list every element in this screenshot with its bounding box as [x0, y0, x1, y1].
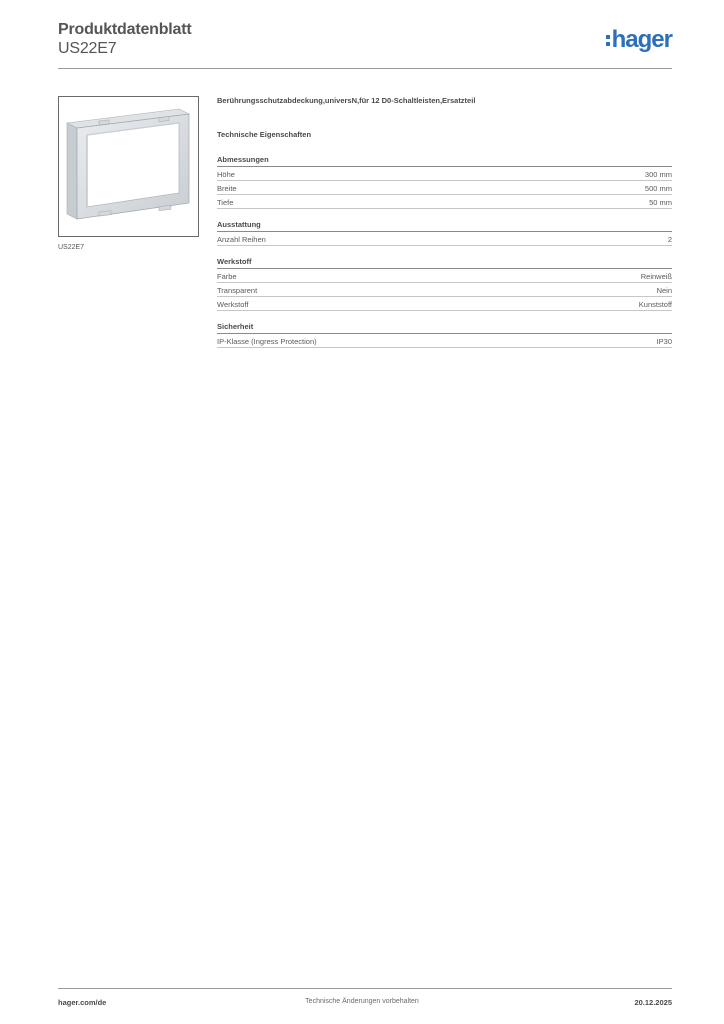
hager-logo [606, 26, 672, 54]
section-abmessungen [217, 155, 672, 209]
property-value: 50 mm [649, 198, 672, 207]
product-code: US22E7 [58, 40, 117, 57]
property-value: 500 mm [644, 184, 672, 193]
property-row [217, 232, 672, 246]
property-row [217, 283, 672, 297]
page-title: Produktdatenblatt [58, 21, 192, 38]
section-werkstoff [217, 257, 672, 311]
footer-website-link[interactable]: hager.com/de [58, 998, 107, 1007]
product-image [58, 96, 199, 237]
property-value: 300 mm [644, 170, 672, 179]
logo-dots-icon [606, 35, 610, 46]
property-row [217, 181, 672, 195]
property-label: Farbe [217, 272, 237, 281]
property-row [217, 195, 672, 209]
frame-cover-icon [59, 97, 198, 236]
logo-text: hager [611, 26, 672, 53]
product-details [217, 96, 672, 348]
property-value: IP30 [656, 337, 672, 346]
section-title: Ausstattung [217, 220, 672, 232]
property-label: Höhe [217, 170, 235, 179]
footer-divider [58, 988, 672, 989]
header-divider [58, 68, 672, 69]
property-row [217, 297, 672, 311]
property-row [217, 167, 672, 181]
property-value: Reinweiß [640, 272, 672, 281]
product-description: Berührungsschutzabdeckung,universN,für 12 D0-Schaltleisten,Ersatzteil [217, 96, 476, 105]
property-row [217, 269, 672, 283]
section-sicherheit [217, 322, 672, 348]
property-label: Breite [217, 184, 237, 193]
property-label: Tiefe [217, 198, 234, 207]
section-title: Abmessungen [217, 155, 672, 167]
property-label: IP-Klasse (Ingress Protection) [217, 337, 317, 346]
property-label: Anzahl Reihen [217, 235, 266, 244]
property-label: Werkstoff [217, 300, 249, 309]
image-caption: US22E7 [58, 244, 85, 251]
properties-heading: Technische Eigenschaften [217, 130, 312, 139]
property-value: Nein [656, 286, 672, 295]
section-title: Sicherheit [217, 322, 672, 334]
footer-disclaimer: Technische Änderungen vorbehalten [305, 998, 419, 1005]
section-ausstattung [217, 220, 672, 246]
footer-date: 20.12.2025 [634, 998, 672, 1007]
property-row [217, 334, 672, 348]
property-label: Transparent [217, 286, 258, 295]
property-value: 2 [667, 235, 672, 244]
property-value: Kunststoff [638, 300, 672, 309]
section-title: Werkstoff [217, 257, 672, 269]
